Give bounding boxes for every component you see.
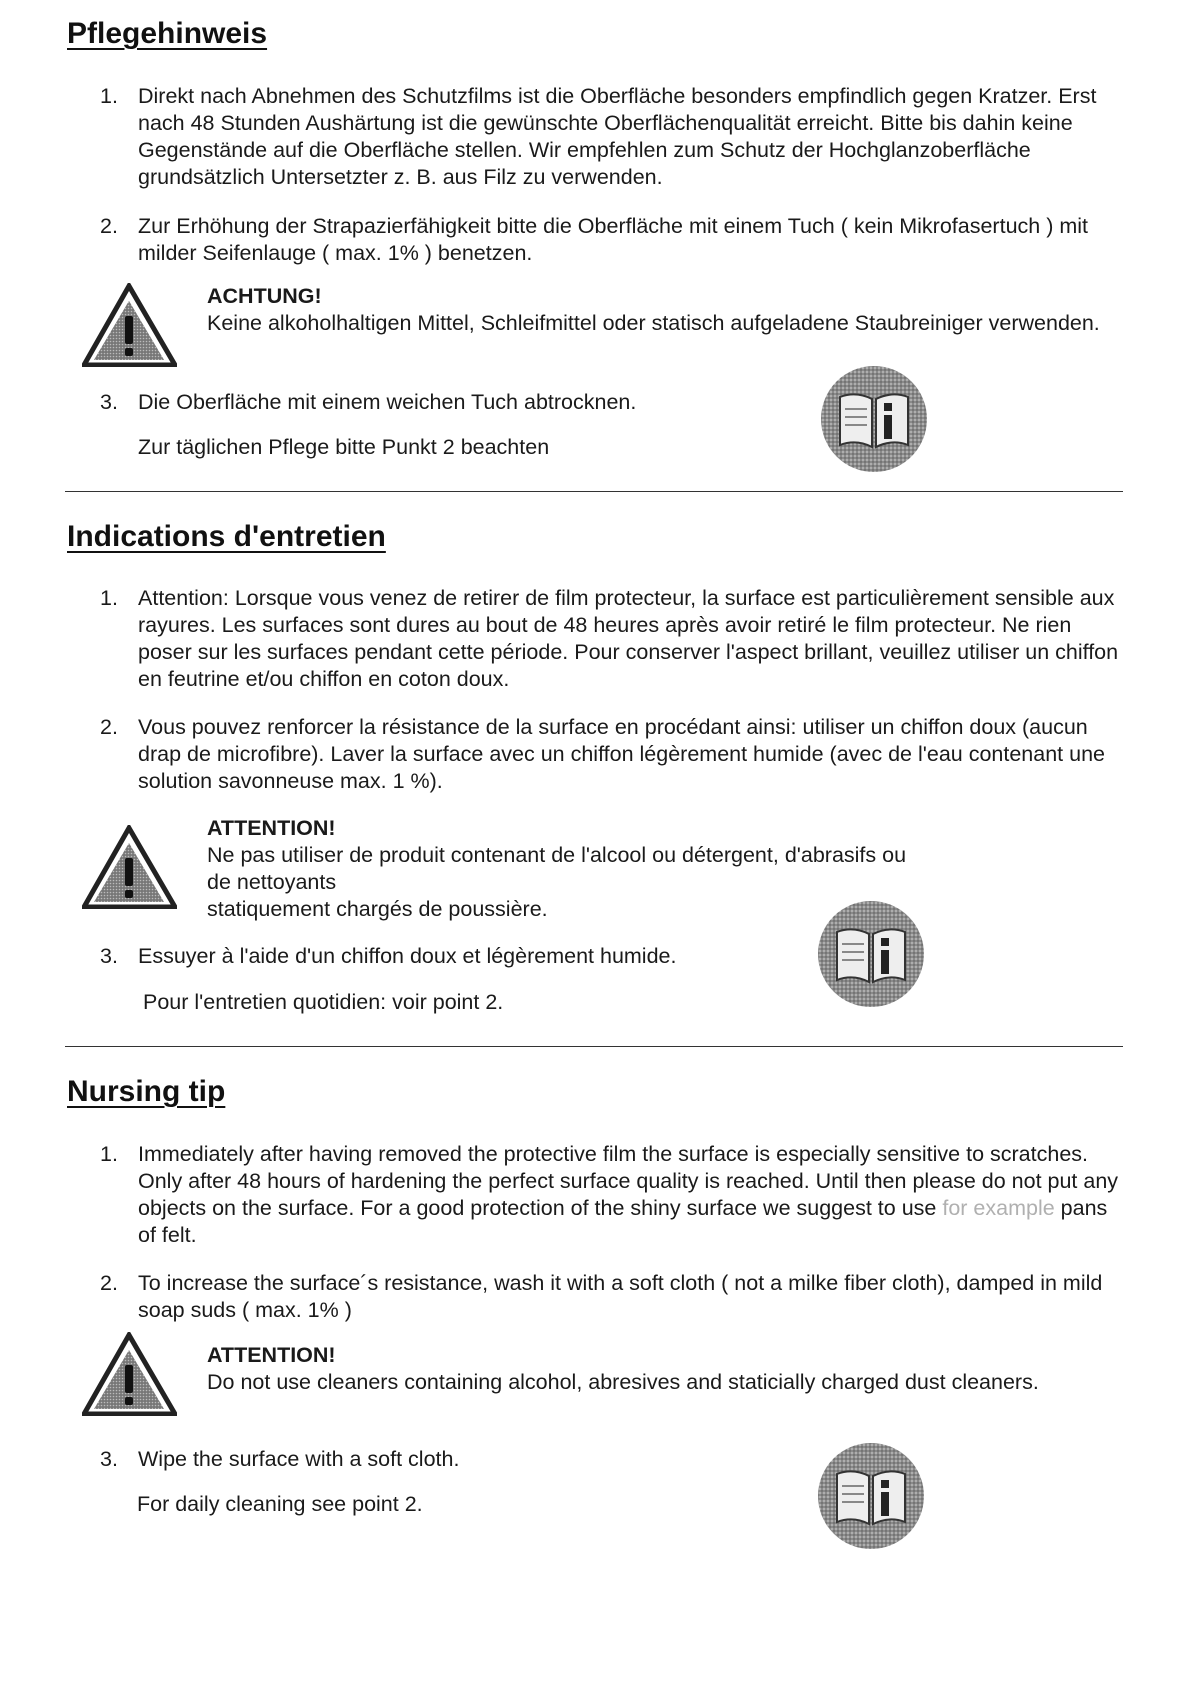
item-text: To increase the surface´s resistance, wash it with a soft cloth ( not a milke fiber cloth), damped in mild soap suds ( max. 1% ) [138, 1271, 1103, 1322]
item-number: 3. [100, 1447, 118, 1471]
daily-care-note: Pour l'entretien quotidien: voir point 2. [143, 990, 504, 1014]
item-text-part: pans of felt. [138, 1196, 1108, 1247]
heading-french: Indications d'entretien [67, 520, 386, 553]
item-text: Attention: Lorsque vous venez de retirer de film protecteur, la surface est particulièrement sensible aux rayures. Les surfaces sont dures au bout de 48 heures après avoir retiré le film protecteur. Ne rien poser sur les surfaces pendant cette période. Pour conserver l'aspect brillant, veuillez utiliser un chiffon en feutrine et/ou chiffon en coton doux. [138, 586, 1119, 691]
item-text [138, 1141, 1130, 1249]
item-number: 1. [100, 84, 118, 108]
item-text: Zur Erhöhung der Strapazierfähigkeit bitte die Oberfläche mit einem Tuch ( kein Mikrofasertuch ) mit milder Seifenlauge ( max. 1% ) benetzen. [138, 214, 1088, 265]
read-manual-info-icon [818, 363, 930, 475]
warning-text: Ne pas utiliser de produit contenant de l'alcool ou détergent, d'abrasifs ou de nettoyants [207, 843, 907, 894]
item-number: 2. [100, 715, 118, 739]
warning-triangle-icon [82, 283, 177, 367]
warning-title: ACHTUNG! [207, 284, 322, 308]
item-text: Die Oberfläche mit einem weichen Tuch abtrocknen. [138, 390, 637, 414]
section-divider [65, 1046, 1123, 1047]
warning-title: ATTENTION! [207, 816, 336, 840]
section-divider [65, 491, 1123, 492]
item-text-faint: for example [942, 1196, 1055, 1220]
warning-text: Keine alkoholhaltigen Mittel, Schleifmittel oder statisch aufgeladene Staubreiniger verwenden. [207, 311, 1100, 335]
item-text-part: Immediately after having removed the protective film the surface is especially sensitive to scratches. Only after 48 hours of hardening the perfect surface quality is reached. Until then please do not put any objects on the surface. For a good protection of the shiny surface we suggest to use [138, 1142, 1119, 1220]
read-manual-info-icon [815, 1440, 927, 1552]
heading-german: Pflegehinweis [67, 17, 268, 50]
item-number: 3. [100, 390, 118, 414]
warning-text: statiquement chargés de poussière. [207, 897, 548, 921]
warning-text: Do not use cleaners containing alcohol, abresives and staticially charged dust cleaners. [207, 1370, 1039, 1394]
item-number: 1. [100, 1142, 118, 1166]
item-text: Essuyer à l'aide d'un chiffon doux et légèrement humide. [138, 944, 677, 968]
item-text: Vous pouvez renforcer la résistance de la surface en procédant ainsi: utiliser un chiffon doux (aucun drap de microfibre). Laver la surface avec un chiffon légèrement humide (avec de l'eau contenant une solution savonneuse max. 1 %). [138, 715, 1105, 793]
warning-triangle-icon [82, 825, 177, 909]
item-number: 2. [100, 214, 118, 238]
daily-care-note: For daily cleaning see point 2. [137, 1492, 423, 1516]
item-number: 2. [100, 1271, 118, 1295]
read-manual-info-icon [815, 898, 927, 1010]
heading-english: Nursing tip [67, 1075, 226, 1108]
item-text: Direkt nach Abnehmen des Schutzfilms ist die Oberfläche besonders empfindlich gegen Kratzer. Erst nach 48 Stunden Aushärtung ist die gewünschte Oberflächenqualität erreicht. Bitte bis dahin keine Gegenstände auf die Oberfläche stellen. Wir empfehlen zum Schutz der Hochglanzoberfläche grundsätzlich Untersetzter z. B. aus Filz zu verwenden. [138, 84, 1097, 189]
item-number: 3. [100, 944, 118, 968]
item-number: 1. [100, 586, 118, 610]
daily-care-note: Zur täglichen Pflege bitte Punkt 2 beachten [138, 435, 550, 459]
item-text: Wipe the surface with a soft cloth. [138, 1447, 460, 1471]
warning-title: ATTENTION! [207, 1343, 336, 1367]
warning-triangle-icon [82, 1332, 177, 1416]
